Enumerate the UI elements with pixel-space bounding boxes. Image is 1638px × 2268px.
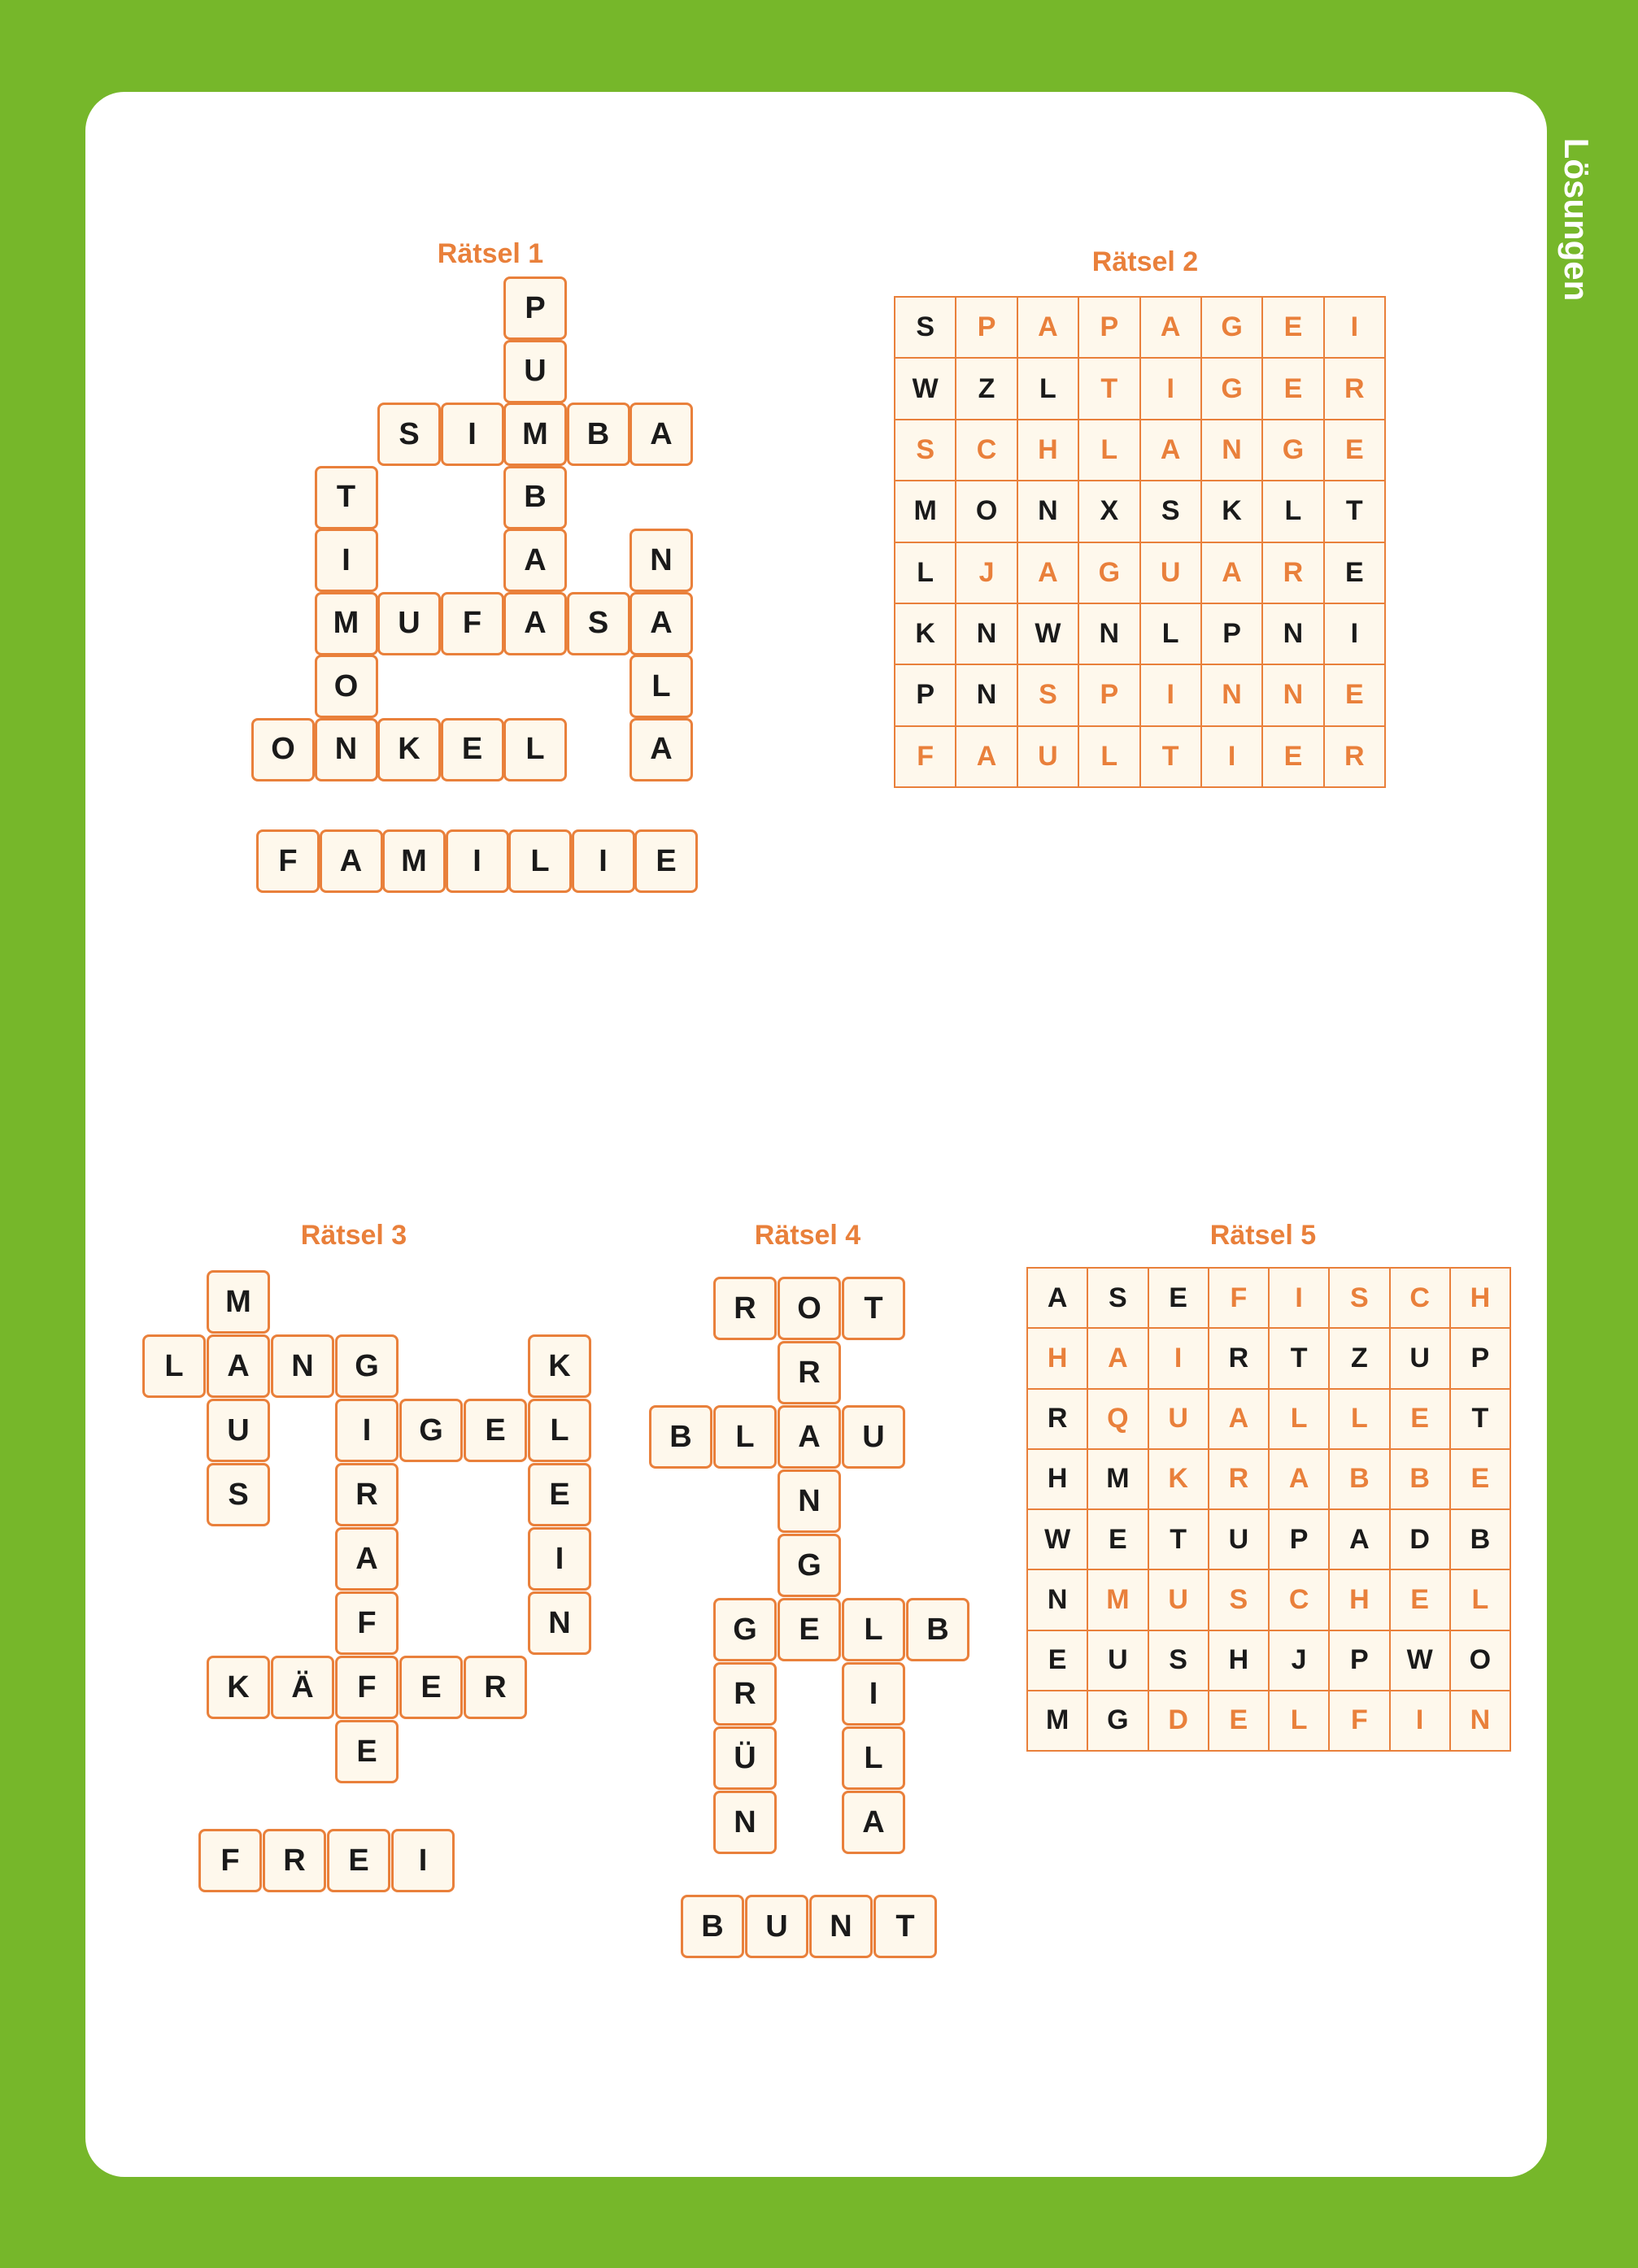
letter-tile: B — [649, 1405, 712, 1469]
letter-tile: A — [503, 529, 567, 592]
puzzle-title-5: Rätsel 5 — [1209, 1220, 1317, 1251]
letter-tile: O — [778, 1277, 841, 1340]
grid-cell: N — [1018, 481, 1078, 541]
grid-cell: H — [1028, 1329, 1087, 1387]
grid-cell: N — [1451, 1691, 1509, 1750]
grid-cell: H — [1209, 1631, 1268, 1690]
grid-cell: U — [1149, 1390, 1208, 1448]
grid-cell: E — [1391, 1570, 1449, 1629]
letter-tile: S — [377, 403, 441, 466]
letter-tile: G — [399, 1399, 463, 1462]
letter-tile: B — [906, 1598, 969, 1661]
grid-cell: I — [1141, 359, 1200, 418]
grid-cell: E — [1088, 1510, 1147, 1569]
grid-cell: A — [1018, 298, 1078, 357]
grid-cell: S — [1088, 1269, 1147, 1327]
solution-tile: I — [446, 829, 509, 893]
letter-tile: N — [629, 529, 693, 592]
letter-tile: U — [503, 340, 567, 403]
grid-cell: W — [1028, 1510, 1087, 1569]
grid-cell: M — [1088, 1450, 1147, 1508]
grid-cell: I — [1325, 298, 1384, 357]
grid-cell: E — [1391, 1390, 1449, 1448]
grid-cell: F — [895, 727, 955, 786]
letter-tile: S — [207, 1463, 270, 1526]
letter-tile: I — [441, 403, 504, 466]
letter-tile: G — [713, 1598, 777, 1661]
grid-cell: G — [1202, 359, 1261, 418]
letter-tile: A — [207, 1334, 270, 1398]
letter-tile: Ü — [713, 1726, 777, 1790]
grid-cell: H — [1018, 420, 1078, 480]
side-label: Lösungen — [1557, 137, 1596, 302]
grid-cell: R — [1325, 727, 1384, 786]
letter-tile: I — [842, 1662, 905, 1726]
letter-tile: K — [207, 1656, 270, 1719]
grid-cell: E — [1325, 665, 1384, 725]
grid-cell: L — [1263, 481, 1322, 541]
solution-tile: F — [256, 829, 320, 893]
grid-cell: I — [1202, 727, 1261, 786]
wordsearch-grid-5 — [1026, 1267, 1511, 1752]
grid-cell: O — [1451, 1631, 1509, 1690]
grid-cell: E — [1325, 543, 1384, 603]
grid-cell: J — [956, 543, 1016, 603]
solution-tile: I — [572, 829, 635, 893]
grid-cell: A — [1202, 543, 1261, 603]
grid-cell: P — [956, 298, 1016, 357]
grid-cell: E — [1263, 298, 1322, 357]
grid-cell: L — [1270, 1691, 1328, 1750]
grid-cell: P — [895, 665, 955, 725]
letter-tile: L — [713, 1405, 777, 1469]
letter-tile: A — [629, 403, 693, 466]
grid-cell: U — [1149, 1570, 1208, 1629]
grid-cell: L — [1451, 1570, 1509, 1629]
letter-tile: R — [778, 1341, 841, 1404]
grid-cell: A — [1141, 298, 1200, 357]
grid-cell: J — [1270, 1631, 1328, 1690]
letter-tile: A — [842, 1791, 905, 1854]
grid-cell: S — [1141, 481, 1200, 541]
letter-tile: L — [142, 1334, 206, 1398]
grid-cell: A — [1330, 1510, 1388, 1569]
letter-tile: R — [713, 1662, 777, 1726]
grid-cell: S — [1149, 1631, 1208, 1690]
grid-cell: A — [956, 727, 1016, 786]
grid-cell: N — [1202, 665, 1261, 725]
grid-cell: W — [1018, 604, 1078, 664]
grid-cell: U — [1141, 543, 1200, 603]
letter-tile: T — [315, 466, 378, 529]
letter-tile: R — [713, 1277, 777, 1340]
grid-cell: R — [1028, 1390, 1087, 1448]
grid-cell: F — [1209, 1269, 1268, 1327]
letter-tile: I — [528, 1527, 591, 1591]
letter-tile: N — [778, 1469, 841, 1533]
grid-cell: K — [1149, 1450, 1208, 1508]
letter-tile: A — [335, 1527, 399, 1591]
grid-cell: P — [1202, 604, 1261, 664]
grid-cell: L — [1330, 1390, 1388, 1448]
grid-cell: T — [1079, 359, 1139, 418]
grid-cell: U — [1209, 1510, 1268, 1569]
solution-tile: E — [327, 1829, 390, 1892]
grid-cell: G — [1263, 420, 1322, 480]
puzzle-title-1: Rätsel 1 — [437, 238, 544, 269]
letter-tile: E — [778, 1598, 841, 1661]
letter-tile: O — [251, 718, 315, 781]
letter-tile: Ä — [271, 1656, 334, 1719]
grid-cell: A — [1270, 1450, 1328, 1508]
grid-cell: W — [895, 359, 955, 418]
grid-cell: A — [1088, 1329, 1147, 1387]
grid-cell: M — [1028, 1691, 1087, 1750]
grid-cell: A — [1209, 1390, 1268, 1448]
letter-tile: A — [629, 592, 693, 655]
letter-tile: I — [335, 1399, 399, 1462]
solution-tile: F — [198, 1829, 262, 1892]
letter-tile: O — [315, 655, 378, 718]
letter-tile: U — [377, 592, 441, 655]
grid-cell: K — [895, 604, 955, 664]
grid-cell: Z — [956, 359, 1016, 418]
grid-cell: T — [1325, 481, 1384, 541]
grid-cell: S — [1209, 1570, 1268, 1629]
grid-cell: S — [1330, 1269, 1388, 1327]
grid-cell: P — [1330, 1631, 1388, 1690]
letter-tile: N — [713, 1791, 777, 1854]
letter-tile: I — [315, 529, 378, 592]
letter-tile: L — [842, 1726, 905, 1790]
grid-cell: B — [1330, 1450, 1388, 1508]
letter-tile: A — [629, 718, 693, 781]
letter-tile: U — [842, 1405, 905, 1469]
grid-cell: W — [1391, 1631, 1449, 1690]
grid-cell: R — [1209, 1329, 1268, 1387]
grid-cell: P — [1451, 1329, 1509, 1387]
letter-tile: P — [503, 276, 567, 340]
grid-cell: F — [1330, 1691, 1388, 1750]
puzzle-title-2: Rätsel 2 — [1091, 246, 1199, 277]
letter-tile: T — [842, 1277, 905, 1340]
solution-tile: E — [634, 829, 698, 893]
grid-cell: G — [1088, 1691, 1147, 1750]
grid-cell: I — [1325, 604, 1384, 664]
grid-cell: U — [1391, 1329, 1449, 1387]
letter-tile: N — [528, 1591, 591, 1655]
letter-tile: F — [335, 1656, 399, 1719]
letter-tile: R — [464, 1656, 527, 1719]
grid-cell: I — [1149, 1329, 1208, 1387]
letter-tile: U — [207, 1399, 270, 1462]
letter-tile: B — [503, 466, 567, 529]
grid-cell: L — [1270, 1390, 1328, 1448]
grid-cell: P — [1270, 1510, 1328, 1569]
letter-tile: E — [399, 1656, 463, 1719]
letter-tile: S — [567, 592, 630, 655]
grid-cell: G — [1079, 543, 1139, 603]
grid-cell: D — [1149, 1691, 1208, 1750]
solution-tile: N — [809, 1895, 873, 1958]
grid-cell: N — [1202, 420, 1261, 480]
grid-cell: N — [1028, 1570, 1087, 1629]
grid-cell: I — [1270, 1269, 1328, 1327]
grid-cell: U — [1018, 727, 1078, 786]
grid-cell: A — [1141, 420, 1200, 480]
puzzle-title-4: Rätsel 4 — [754, 1220, 861, 1251]
grid-cell: E — [1263, 727, 1322, 786]
grid-cell: T — [1270, 1329, 1328, 1387]
letter-tile: M — [207, 1270, 270, 1334]
grid-cell: C — [1391, 1269, 1449, 1327]
grid-cell: P — [1079, 665, 1139, 725]
grid-cell: E — [1325, 420, 1384, 480]
solution-tile: U — [745, 1895, 808, 1958]
grid-cell: T — [1451, 1390, 1509, 1448]
letter-tile: G — [335, 1334, 399, 1398]
grid-cell: A — [1018, 543, 1078, 603]
letter-tile: N — [315, 718, 378, 781]
solution-tile: B — [681, 1895, 744, 1958]
letter-tile: G — [778, 1534, 841, 1597]
puzzle-title-3: Rätsel 3 — [300, 1220, 407, 1251]
grid-cell: S — [1018, 665, 1078, 725]
letter-tile: L — [629, 655, 693, 718]
letter-tile: A — [778, 1405, 841, 1469]
grid-cell: I — [1141, 665, 1200, 725]
grid-cell: D — [1391, 1510, 1449, 1569]
letter-tile: K — [377, 718, 441, 781]
grid-cell: Z — [1330, 1329, 1388, 1387]
solution-tile: L — [508, 829, 572, 893]
grid-cell: E — [1149, 1269, 1208, 1327]
grid-cell: R — [1209, 1450, 1268, 1508]
grid-cell: I — [1391, 1691, 1449, 1750]
grid-cell: O — [956, 481, 1016, 541]
grid-cell: Q — [1088, 1390, 1147, 1448]
grid-cell: H — [1028, 1450, 1087, 1508]
letter-tile: A — [503, 592, 567, 655]
grid-cell: T — [1149, 1510, 1208, 1569]
grid-cell: R — [1263, 543, 1322, 603]
grid-cell: A — [1028, 1269, 1087, 1327]
grid-cell: B — [1391, 1450, 1449, 1508]
letter-tile: B — [567, 403, 630, 466]
grid-cell: S — [895, 298, 955, 357]
grid-cell: C — [1270, 1570, 1328, 1629]
grid-cell: M — [895, 481, 955, 541]
letter-tile: M — [315, 592, 378, 655]
grid-cell: L — [895, 543, 955, 603]
letter-tile: E — [528, 1463, 591, 1526]
letter-tile: L — [842, 1598, 905, 1661]
letter-tile: L — [528, 1399, 591, 1462]
grid-cell: U — [1088, 1631, 1147, 1690]
grid-cell: N — [956, 665, 1016, 725]
grid-cell: R — [1325, 359, 1384, 418]
grid-cell: N — [1263, 665, 1322, 725]
grid-cell: C — [956, 420, 1016, 480]
letter-tile: K — [528, 1334, 591, 1398]
letter-tile: F — [441, 592, 504, 655]
grid-cell: L — [1079, 727, 1139, 786]
grid-cell: L — [1141, 604, 1200, 664]
grid-cell: H — [1330, 1570, 1388, 1629]
letter-tile: F — [335, 1591, 399, 1655]
grid-cell: G — [1202, 298, 1261, 357]
solution-tile: T — [873, 1895, 937, 1958]
solution-tile: M — [382, 829, 446, 893]
grid-cell: E — [1209, 1691, 1268, 1750]
grid-cell: N — [1263, 604, 1322, 664]
grid-cell: K — [1202, 481, 1261, 541]
letter-tile: E — [441, 718, 504, 781]
letter-tile: E — [335, 1720, 399, 1783]
letter-tile: E — [464, 1399, 527, 1462]
grid-cell: B — [1451, 1510, 1509, 1569]
grid-cell: M — [1088, 1570, 1147, 1629]
letter-tile: L — [503, 718, 567, 781]
letter-tile: N — [271, 1334, 334, 1398]
grid-cell: H — [1451, 1269, 1509, 1327]
grid-cell: X — [1079, 481, 1139, 541]
grid-cell: S — [895, 420, 955, 480]
grid-cell: L — [1018, 359, 1078, 418]
solution-tile: R — [263, 1829, 326, 1892]
grid-cell: E — [1263, 359, 1322, 418]
grid-cell: L — [1079, 420, 1139, 480]
grid-cell: P — [1079, 298, 1139, 357]
grid-cell: E — [1028, 1631, 1087, 1690]
grid-cell: N — [1079, 604, 1139, 664]
solution-tile: I — [391, 1829, 455, 1892]
letter-tile: M — [503, 403, 567, 466]
wordsearch-grid-2 — [894, 296, 1386, 788]
grid-cell: E — [1451, 1450, 1509, 1508]
grid-cell: N — [956, 604, 1016, 664]
letter-tile: R — [335, 1463, 399, 1526]
solution-tile: A — [320, 829, 383, 893]
grid-cell: T — [1141, 727, 1200, 786]
